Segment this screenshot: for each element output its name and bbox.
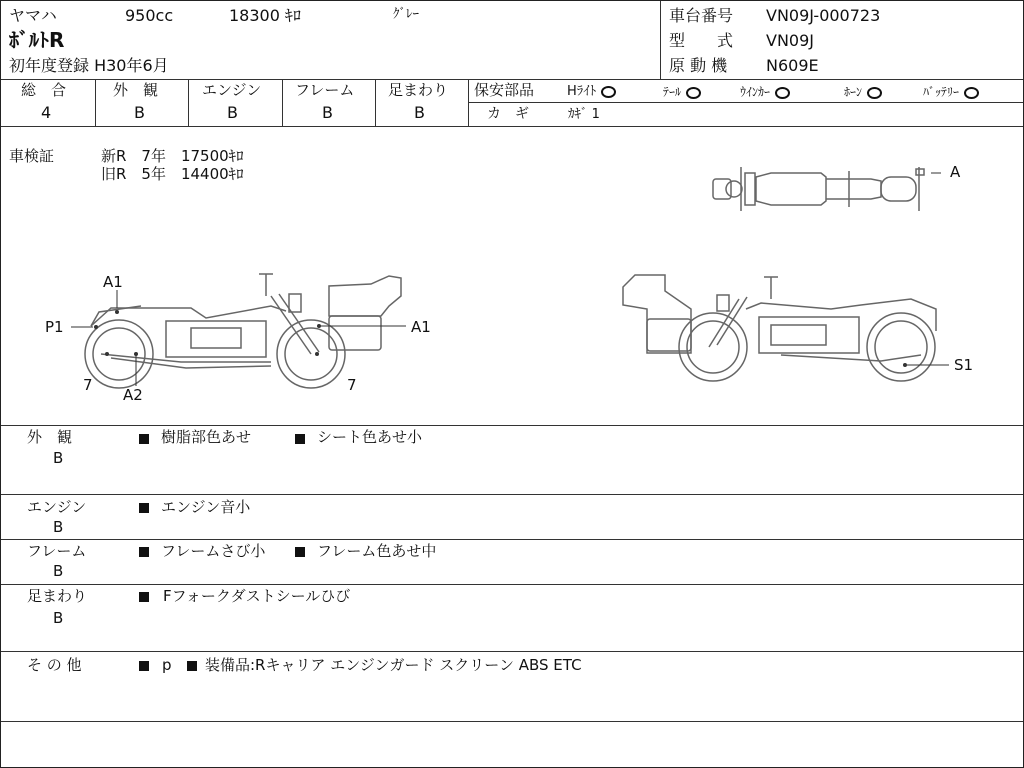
grade-label: 足まわり (388, 81, 449, 99)
remark-label: フレーム (27, 542, 87, 560)
mark-left-a1-right: A1 (411, 318, 431, 336)
ok-circle-icon (601, 86, 616, 98)
engine-value: N609E (766, 56, 819, 75)
key-label: カ ギ (487, 106, 529, 122)
safety-item-winker: ｳｲﾝｶｰ (740, 86, 790, 99)
inspection-old: 旧R 5年 14400ｷﾛ (101, 165, 244, 183)
rule (1, 494, 1023, 495)
grade-value: 4 (41, 103, 52, 122)
safety-item-headlight: Hﾗｲﾄ (567, 85, 616, 98)
model-name: ﾎﾞﾙﾄR (9, 28, 65, 52)
displacement: 950cc (125, 6, 174, 25)
grid-line (282, 79, 283, 126)
rule (1, 584, 1023, 585)
grade-label: エンジン (202, 81, 262, 99)
type-label: 型 式 (669, 31, 734, 50)
remark-label: 足まわり (27, 587, 88, 605)
bullet-square-icon (187, 661, 197, 671)
rule (1, 539, 1023, 540)
grade-value: B (134, 103, 145, 122)
inspection-new: 新R 7年 17500ｷﾛ (101, 147, 244, 165)
mileage: 18300 ｷﾛ (229, 6, 301, 25)
first-registration: 初年度登録 H30年6月 (9, 56, 169, 75)
remark-item: Fフォークダストシールひび (163, 587, 351, 605)
bullet-square-icon (295, 434, 305, 444)
motorcycle-top-view-diagram (701, 159, 941, 219)
mark-left-a2: A2 (123, 386, 143, 404)
rule (1, 721, 1023, 722)
ok-circle-icon (867, 87, 882, 99)
ok-circle-icon (964, 87, 979, 99)
safety-item-battery: ﾊﾞｯﾃﾘｰ (923, 86, 979, 99)
safety-title: 保安部品 (474, 81, 535, 99)
ok-circle-icon (775, 87, 790, 99)
frame-no: VN09J-000723 (766, 6, 881, 25)
grade-value: B (322, 103, 333, 122)
remark-item: シート色あせ小 (317, 428, 423, 446)
bullet-square-icon (139, 503, 149, 513)
maker: ヤマハ (9, 6, 57, 25)
bullet-square-icon (139, 592, 149, 602)
header-divider (660, 1, 661, 79)
bullet-square-icon (139, 547, 149, 557)
type-value: VN09J (766, 31, 814, 50)
mark-left-7b: 7 (347, 376, 357, 394)
key-value: ｶｷﾞ 1 (568, 107, 600, 122)
rule (1, 651, 1023, 652)
remark-label: そ の 他 (27, 656, 82, 674)
engine-label: 原 動 機 (669, 56, 728, 75)
safety-item-horn: ﾎｰﾝ (844, 86, 882, 99)
remark-label: 外 観 (27, 428, 73, 446)
remark-item: エンジン音小 (161, 498, 251, 516)
bullet-square-icon (295, 547, 305, 557)
grid-line (375, 79, 376, 126)
rule (1, 79, 1023, 80)
safety-item-tail: ﾃｰﾙ (663, 86, 701, 99)
rule (1, 425, 1023, 426)
bullet-square-icon (139, 434, 149, 444)
grade-value: B (227, 103, 238, 122)
remark-item: 装備品:Rキャリア エンジンガード スクリーン ABS ETC (205, 656, 582, 674)
remark-grade: B (53, 518, 64, 536)
remark-item: フレーム色あせ中 (317, 542, 437, 560)
mark-left-7a: 7 (83, 376, 93, 394)
mark-left-p1: P1 (45, 318, 64, 336)
grade-label: 総 合 (21, 81, 67, 99)
frame-no-label: 車台番号 (669, 6, 734, 25)
motorcycle-right-view-diagram (621, 269, 961, 389)
remark-grade: B (53, 609, 64, 627)
remark-label: エンジン (27, 498, 87, 516)
inspection-label: 車検証 (9, 147, 55, 165)
grid-line (95, 79, 96, 126)
remark-item: 樹脂部色あせ (161, 428, 252, 446)
grade-label: フレーム (295, 81, 355, 99)
remark-grade: B (53, 449, 64, 467)
grid-line (188, 79, 189, 126)
grade-label: 外 観 (113, 81, 159, 99)
grade-value: B (414, 103, 425, 122)
mark-top-a: A (950, 163, 961, 181)
bullet-square-icon (139, 661, 149, 671)
rule (1, 126, 1023, 127)
grid-line (468, 102, 1023, 103)
remark-grade: B (53, 562, 64, 580)
remark-item: フレームさび小 (161, 542, 266, 560)
remark-item: p (162, 656, 172, 674)
mark-right-s1: S1 (954, 356, 974, 374)
mark-left-a1-top: A1 (103, 273, 123, 291)
ok-circle-icon (686, 87, 701, 99)
color: ｸﾞﾚｰ (393, 7, 419, 22)
